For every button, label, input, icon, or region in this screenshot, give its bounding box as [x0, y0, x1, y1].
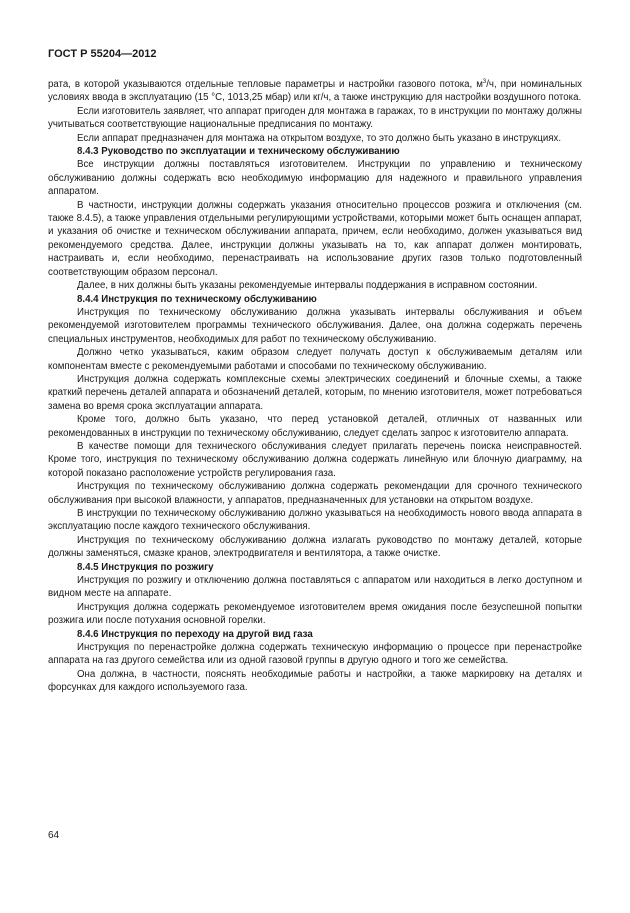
paragraph: В частности, инструкции должны содержать указания относительно процессов розжига и отключения (см. также 8.4.5), а также управления отдельными регулирующими устройствами, которыми может быть оснащен аппарат, и указания об очистке и техническом обслуживании аппарата, причем, если необходимо, должен указываться вид рекомендуемого средства. Далее, инструкции должны указывать на то, как аппарат должен монтировать, настраивать и, если необходимо, перенастраивать на использование других газов только подготовленный соответствующим образом персонал. [48, 199, 582, 278]
paragraph: Все инструкции должны поставляться изготовителем. Инструкции по управлению и техническому обслуживанию должны содержать всю необходимую информацию для надежного и правильного управления аппаратом. [48, 159, 582, 198]
paragraph: Должно четко указываться, каким образом следует получать доступ к обслуживаемым деталям или компонентам вместе с рекомендуемыми работами и способами по техническому обслуживанию. [48, 347, 582, 372]
text-fragment: /ч, при номинальных условиях ввода в эксплуатацию (15 °С, 1013,25 мбар) или кг/ч, а также инструкцию для настройки воздушного потока. [48, 79, 582, 104]
superscript: 3 [482, 78, 487, 85]
paragraph: Инструкция по розжигу и отключению должна поставляться с аппаратом или находиться в легко доступном и видном месте на аппарате. [48, 575, 582, 600]
paragraph: Инструкция по техническому обслуживанию должна указывать интервалы обслуживания и объем рекомендуемой изготовителем программы технического обслуживания. Далее, она должна содержать перечень специальных инструментов, необходимых для работ по техническому обслуживанию. [48, 306, 582, 345]
paragraph: Инструкция по перенастройке должна содержать техническую информацию о процессе при перенастройке аппарата на газ другого семейства или из одной газовой группы в другую одного и того же семейства. [48, 642, 582, 667]
paragraph: Инструкция должна содержать комплексные схемы электрических соединений и блочные схемы, а также краткий перечень деталей аппарата и обозначений деталей, которым, по мнению изготовителя, может потребоваться замена во время срока эксплуатации аппарата. [48, 373, 582, 412]
paragraph: В инструкции по техническому обслуживанию должно указываться на необходимость нового ввода аппарата в эксплуатацию после каждого технического обслуживания. [48, 508, 582, 533]
paragraph: Инструкция по техническому обслуживанию должна содержать рекомендации для срочного технического обслуживания при высокой влажности, у аппаратов, предназначенных для установки на открытом воздухе. [48, 481, 582, 506]
section-heading-8-4-5: 8.4.5 Инструкция по розжигу [77, 561, 214, 573]
paragraph: Инструкция должна содержать рекомендуемое изготовителем время ожидания после безуспешной попытки розжига или после потухания основной горелки. [48, 601, 582, 627]
page-body [48, 78, 582, 695]
paragraph: Далее, в них должны быть указаны рекомендуемые интервалы поддержания в исправном состоянии. [77, 280, 538, 292]
paragraph: Если аппарат предназначен для монтажа на открытом воздухе, то это должно быть указано в инструкциях. [77, 132, 562, 144]
paragraph-continuation [48, 78, 582, 105]
section-heading-8-4-4: 8.4.4 Инструкция по техническому обслуживанию [77, 293, 317, 305]
page-number: 64 [48, 830, 60, 841]
paragraph: Кроме того, должно быть указано, что перед установкой деталей, отличных от названных или рекомендованных в инструкции по техническому обслуживанию, следует сделать запрос к изготовителю аппарата. [48, 414, 582, 439]
section-heading-8-4-6: 8.4.6 Инструкция по переходу на другой вид газа [77, 628, 313, 640]
paragraph: Если изготовитель заявляет, что аппарат пригоден для монтажа в гаражах, то в инструкции по монтажу должны учитываться соответствующие национальные предписания по монтажу. [48, 105, 582, 131]
text-fragment: рата, в которой указываются отдельные тепловые параметры и настройки газового потока, м [48, 79, 483, 90]
paragraph: В качестве помощи для технического обслуживания следует прилагать перечень поиска неисправностей. Кроме того, инструкция по техническому обслуживанию должна содержать линейную или блочную диаграмму, на которой показано расположение устройств регулирования газа. [48, 440, 582, 479]
page-header: ГОСТ Р 55204—2012 [48, 48, 157, 60]
paragraph: Она должна, в частности, пояснять необходимые работы и настройки, а также маркировку на деталях и форсунках для каждого используемого газа. [48, 668, 582, 694]
paragraph: Инструкция по техническому обслуживанию должна излагать руководство по монтажу деталей, которые должны заменяться, смазке кранов, электродвигателя и вентилятора, а также очистке. [48, 534, 582, 560]
section-heading-8-4-3: 8.4.3 Руководство по эксплуатации и техническому обслуживанию [77, 146, 400, 158]
